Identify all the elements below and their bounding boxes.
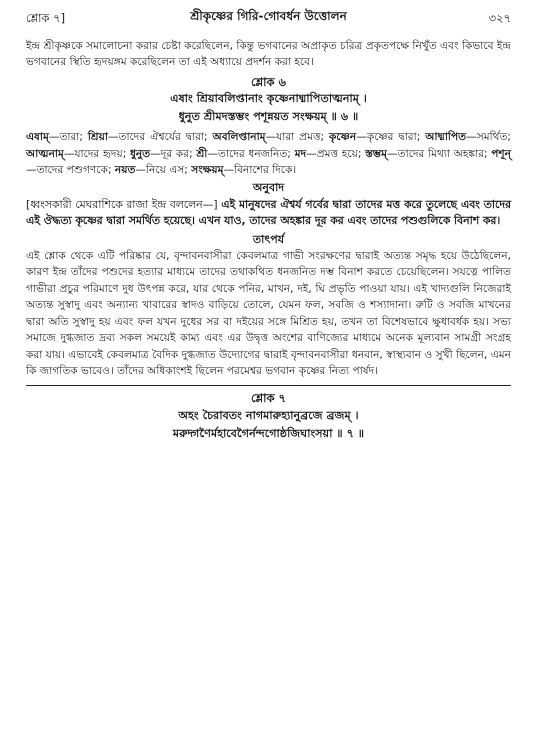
translation-heading: অনুবাদ <box>252 181 285 195</box>
word-meaning: —প্রমত্ত হয়ে; <box>306 147 366 160</box>
verse-6-line-1: এষাং শ্রিয়াবলিপ্তানাং কৃষ্ণেনাধ্মাপিতাত্মনাম্ । <box>170 92 367 106</box>
verse-reference: শ্লোক ৭] <box>26 11 66 25</box>
page-body <box>26 38 511 443</box>
sanskrit-word: শ্রিয়া <box>87 131 108 144</box>
chapter-title: শ্রীকৃষ্ণের গিরি-গোবর্ধন উত্তোলন <box>190 9 347 23</box>
sanskrit-word: কৃষ্ণেন <box>329 131 357 144</box>
word-meaning: —কৃষ্ণের দ্বারা; <box>356 131 426 144</box>
verse-6-heading: শ্লোক ৬ <box>250 74 287 89</box>
word-meaning: —দূর কর; <box>150 147 197 160</box>
sanskrit-word: মদ <box>294 147 307 160</box>
sanskrit-word: নয়ত <box>114 164 136 177</box>
purport-text: এই শ্লোক থেকে এটি পরিষ্কার যে, বৃন্দাবনবাসীরা কেবলমাত্র গাভী সংরক্ষণের দ্বারাই অত্যন্ত সমৃদ্ধ হয়ে উঠেছিলেন, কারণ ইন্দ্র তাঁদের পশুদের হত্যার মাধ্যমে তাদের তথাকথিত ধনজনিত দম্ভ বিনাশ করতে চেয়েছিলেন। সযত্নে পালিত গাভীরা প্রচুর পরিমাণে দুধ উৎপন্ন করে, যার থেকে পনির, মাখন, দই, ঘি প্রভৃতি পাওয়া যায়। এই খাদ্যগুলি নিজেরাই অত্যন্ত সুস্বাদু এবং অন্যান্য খাবারের স্বাদও বাড়িয়ে তোলে, যেমন ফল, সবজি ও শস্যাদানা। রুটি ও সবজি মাখনের দ্বারা অতি সুস্বাদু হয় এবং ফল যখন দুধের সর বা দইয়ের সঙ্গে মিশ্রিত হয়, তখন তা বিশেষভাবে ক্ষুধাবর্ধক হয়। সভ্য সমাজে দুগ্ধজাত দ্রব্য সকল সময়েই কাম্য এবং এর উদ্বৃত্ত অংশের বাণিজ্যের মাধ্যমে অনেক মূল্যবান সামগ্রী সংগ্রহ করা যায়। এভাবেই কেবলমাত্র বৈদিক দুগ্ধজাত উদ্যোগের দ্বারাই বৃন্দাবনবাসীরা ধনবান, স্বাস্থ্যবান ও সুখী ছিলেন, এমন কি জাগতিক ভাবেও। তাঁদের অধিকাংশই ছিলেন পরমেশ্বর ভগবান কৃষ্ণের নিত্য পার্ষদ। <box>26 250 511 377</box>
word-for-word <box>26 129 511 178</box>
word-meaning: —সমর্থিত; <box>466 131 511 144</box>
verse-7-line-2: মরুদ্গণৈর্মহাবেগৈর্নন্দগোষ্ঠজিঘাংসয়া ॥ ৭ ॥ <box>172 426 365 440</box>
sanskrit-word: আত্মনাম্ <box>26 147 64 160</box>
word-meaning: —তারা; <box>48 131 88 144</box>
sanskrit-word: আধ্মাপিত <box>425 131 467 144</box>
sanskrit-word: স্তম্ভম্ <box>365 147 388 160</box>
sanskrit-word: শ্রী <box>196 147 208 160</box>
word-meaning: —যারা প্রমত্ত; <box>265 131 330 144</box>
sanskrit-word: সংক্ষয়ম্ <box>191 164 224 177</box>
sanskrit-word: ধুনুত <box>129 147 151 160</box>
sanskrit-word: অবলিপ্তানাম্ <box>212 131 266 144</box>
word-meaning: —তাদের পশুগণকে; <box>26 164 115 177</box>
verse-7-heading: শ্লোক ৭ <box>250 391 287 406</box>
page-number: ৩২৭ <box>488 11 511 25</box>
translation-text <box>26 197 511 230</box>
section-divider <box>26 385 511 386</box>
verse-7-line-1: অহং চৈরাবতং নাগমারুহ্যানুব্রজে ব্রজম্ । <box>178 408 359 422</box>
verse-6-sanskrit <box>26 90 511 126</box>
word-meaning: —তাদের মিথ্যা অহঙ্কার; <box>387 147 492 160</box>
translation-bracket: [ধ্বংসকারী মেঘরাশিকে রাজা ইন্দ্র বললেন—] <box>26 197 222 211</box>
sanskrit-word: এষাম্ <box>26 131 49 144</box>
page-header <box>26 8 511 28</box>
verse-6-line-2: ধুনুত শ্রীমদস্তম্ভং পশূন্নয়ত সংক্ষয়ম্ ॥ ৬ ॥ <box>178 110 359 124</box>
word-meaning: —নিয়ে এস; <box>135 164 192 177</box>
word-meaning: —তাদের ঐশ্বর্যের দ্বারা; <box>107 131 213 144</box>
word-meaning: —যাদের হৃদয়; <box>63 147 130 160</box>
word-meaning: —তাদের ধনজনিত; <box>207 147 295 160</box>
translation-main: এই মানুষদের ঐশ্বর্য গর্বের দ্বারা তাদের মত্ত করে তুলেছে এবং তাদের এই ঔদ্ধত্য কৃষ্ণের দ্বারা সমর্থিত হয়েছে। এখন যাও, তাদের অহঙ্কার দূর কর এবং তাদের পশুগুলিকে বিনাশ কর। <box>26 197 511 228</box>
intro-paragraph: ইন্দ্র শ্রীকৃষ্ণকে সমালোচনা করার চেষ্টা করেছিলেন, কিন্তু ভগবানের অপ্রাকৃত চরিত্র প্রকৃতপক্ষে নিখুঁত এবং কিভাবে ইন্দ্র ভগবানের স্থিতি হৃদয়ঙ্গম করেছিলেন তা এই অধ্যায়ে প্রদর্শন করা হবে। <box>26 40 511 69</box>
word-meaning: —বিনাশের দিকে। <box>223 164 297 177</box>
purport-heading: তাৎপর্য <box>252 232 285 246</box>
verse-7-sanskrit <box>26 407 511 443</box>
sanskrit-word: পশূন্ <box>491 147 512 160</box>
